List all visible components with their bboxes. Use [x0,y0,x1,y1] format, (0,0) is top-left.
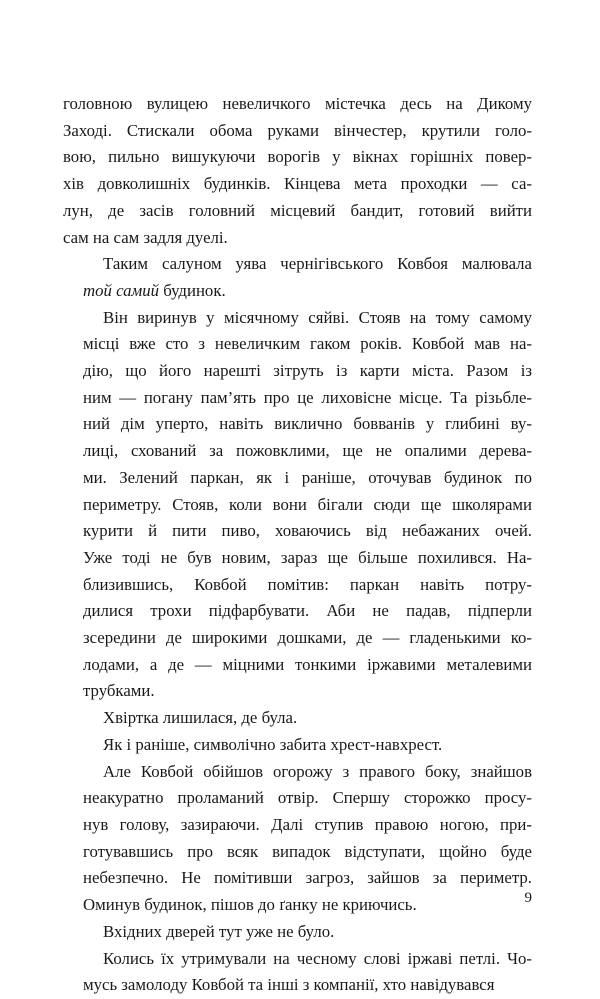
paragraph-p7 [63,919,532,946]
text-line: готувавшись про всяк випадок відступати, щойно буде [83,841,532,861]
text-line: курити й пити пиво, ховаючись від небажаних очей. [83,521,532,541]
text-line: головною вулицею невеличкого містечка десь на Дикому [63,94,532,113]
text-line: сам на сам задля дуелі. [63,227,228,247]
text-line: Але Ковбой обійшов огорожу з правого боку, знайшов [103,761,532,781]
text-line: ним — погану пам’ять про це лиховісне місце. Та різьбле- [83,387,532,407]
text-line: мусь замолоду Ковбой та інші з компанії, хто навідувався [83,975,495,995]
text-line: Вхідних дверей тут уже не було. [103,921,335,941]
paragraph-p8 [63,946,532,999]
text-line: неакуратно проламаний отвір. Спершу сторожко просу- [83,788,532,808]
paragraph-p3 [63,305,532,706]
text-line: Хвіртка лишилася, де була. [103,708,298,728]
text-line: той самий будинок. [83,280,226,300]
text-line: місці вже сто з невеличким гаком років. Ковбой мав на- [83,334,532,354]
text-line: Колись їх утримували на чесному слові іржаві петлі. Чо- [103,948,532,968]
text-line: Уже тоді не був новим, зараз ще більше похилився. На- [83,547,532,567]
text-line: дилися трохи підфарбувати. Аби не падав, підперли [83,601,532,621]
text-line: Оминув будинок, пішов до ґанку не криючись. [83,895,417,915]
text-line: близившись, Ковбой помітив: паркан навіть потру- [83,574,532,594]
text-line: лиці, схований за пожовклими, ще не опалими дерева- [83,441,532,461]
text-line: ний дім уперто, навіть виклично бовванів у глибині ву- [83,414,532,434]
text-line: зсередини де широкими дошками, де — гладенькими ко- [83,628,532,648]
paragraph-p4 [63,705,532,732]
text-line: Таким салуном уява чернігівського Ковбоя малювала [103,254,532,274]
text-line: ми. Зелений паркан, як і раніше, оточував будинок по [83,467,532,487]
text-line: дію, що його нарешті зітруть із карти міста. Разом із [83,361,532,381]
page-body-text [63,91,532,999]
text-line: Він виринув у місячному сяйві. Стояв на тому самому [103,307,532,327]
text-line: трубками. [83,681,155,701]
text-line: хів довколишніх будинків. Кінцева мета проходки — са- [63,174,532,194]
text-line: нув голову, зазираючи. Далі ступив правою ногою, при- [83,814,532,834]
text-line: периметру. Стояв, коли вони бігали сюди ще школярами [83,494,532,514]
text-line: вою, пильно вишукуючи ворогів у вікнах горішніх повер- [63,147,532,167]
text-line: лодами, а де — міцними тонкими іржавими металевими [83,654,532,674]
paragraph-p5 [63,732,532,759]
text-line: Як і раніше, символічно забита хрест-навхрест. [103,734,443,754]
italic-phrase: той самий [83,280,159,300]
text-line: небезпечно. Не помітивши загроз, зайшов за периметр. [83,868,532,888]
paragraph-p2 [63,251,532,304]
text-line: лун, де засів головний місцевий бандит, готовий вийти [63,200,532,220]
text-line: Заході. Стискали обома руками вінчестер, крутили голо- [63,120,532,140]
paragraph-p6 [63,759,532,919]
paragraph-p1 [63,91,532,251]
page-number: 9 [524,890,532,906]
